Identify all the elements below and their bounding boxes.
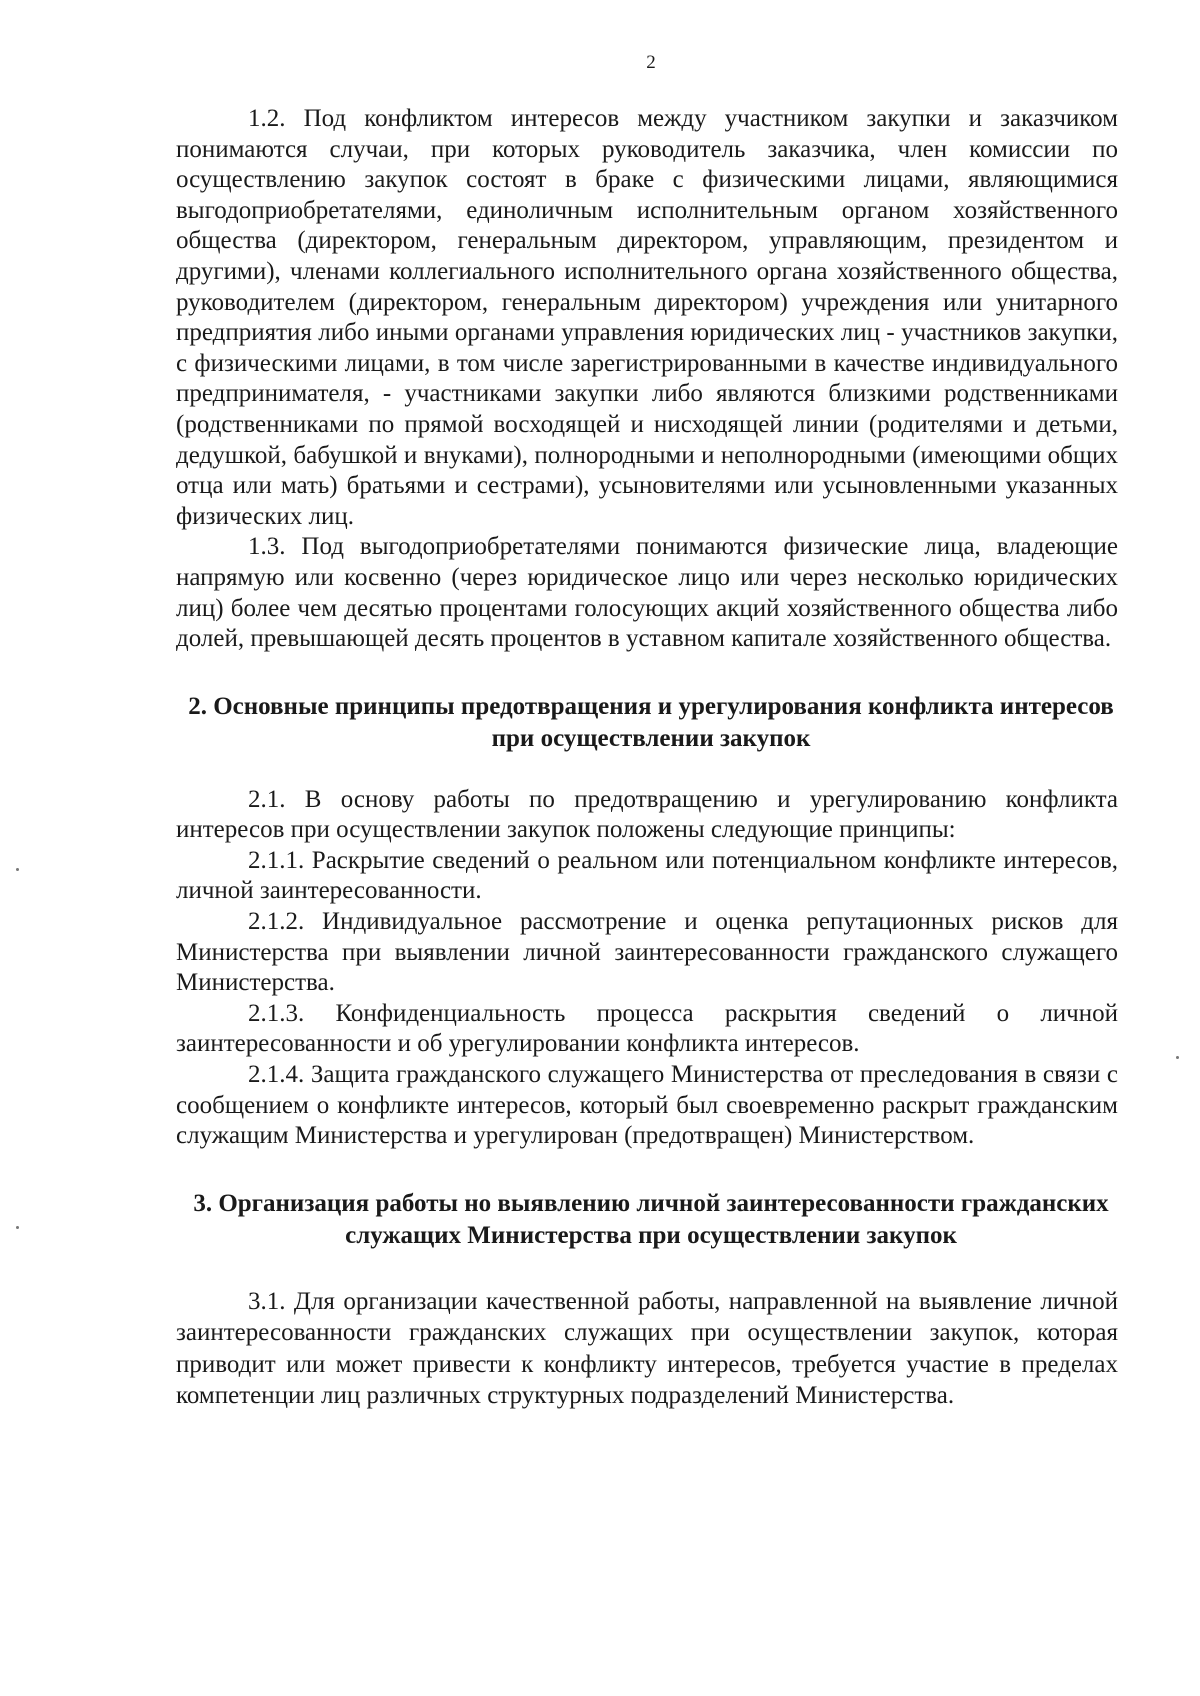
paragraph-2-1-4: 2.1.4. Защита гражданского служащего Министерства от преследования в связи с сообщением о конфликте интересов, который был своевременно раскрыт гражданским служащим Министерства и урегулирован (предотвращен) Министерством. <box>176 1061 1118 1150</box>
section-2-heading: 2. Основные принципы предотвращения и урегулирования конфликта интересов при осуществлении закупок <box>188 692 1114 752</box>
paragraph-2-1: 2.1. В основу работы по предотвращению и урегулированию конфликта интересов при осуществлении закупок положены следующие принципы: <box>176 785 1118 844</box>
paragraph-2-1-3: 2.1.3. Конфиденциальность процесса раскрытия сведений о личной заинтересованности и об урегулировании конфликта интересов. <box>176 999 1118 1058</box>
section-3-heading: 3. Организация работы но выявлению личной заинтересованности гражданских служащих Министерства при осуществлении закупок <box>193 1189 1109 1249</box>
paragraph-2-1-2: 2.1.2. Индивидуальное рассмотрение и оценка репутационных рисков для Министерства при выявлении личной заинтересованности гражданского служащего Министерства. <box>176 908 1118 997</box>
paragraph-1-3: 1.3. Под выгодоприобретателями понимаются физические лица, владеющие напрямую или косвенно (через юридическое лицо или через несколько юридических лиц) более чем десятью процентами голосующих акций хозяйственного общества либо долей, превышающей десять процентов в уставном капитале хозяйственного общества. <box>176 533 1118 653</box>
paragraph-2-1-1: 2.1.1. Раскрытие сведений о реальном или потенциальном конфликте интересов, личной заинтересованности. <box>176 846 1118 905</box>
scan-speck <box>1176 1056 1179 1059</box>
paragraph-1-2: 1.2. Под конфликтом интересов между участником закупки и заказчиком понимаются случаи, при которых руководитель заказчика, член комиссии по осуществлению закупок состоят в браке с физическими лицами, являющимися выгодоприобретателями, единоличным исполнительным органом хозяйственного общества (директором, генеральным директором, управляющим, президентом и другими), членами коллегиального исполнительного органа хозяйственного общества, руководителем (директором, генеральным директором) учреждения или унитарного предприятия либо иными органами управления юридических лиц - участников закупки, с физическими лицами, в том числе зарегистрированными в качестве индивидуального предпринимателя, - участниками закупки либо являются близкими родственниками (родственниками по прямой восходящей и нисходящей линии (родителями и детьми, дедушкой, бабушкой и внуками), полнородными и неполнородными (имеющими общих отца или мать) братьями и сестрами), усыновителями или усыновленными указанных физических лиц. <box>176 105 1118 530</box>
scan-speck <box>16 868 19 871</box>
page-number: 2 <box>646 52 656 73</box>
paragraph-3-1: 3.1. Для организации качественной работы, направленной на выявление личной заинтересованности гражданских служащих при осуществлении закупок, которая приводит или может привести к конфликту интересов, требуется участие в пределах компетенции лиц различных структурных подразделений Министерства. <box>176 1287 1118 1410</box>
scan-speck <box>16 1226 19 1229</box>
